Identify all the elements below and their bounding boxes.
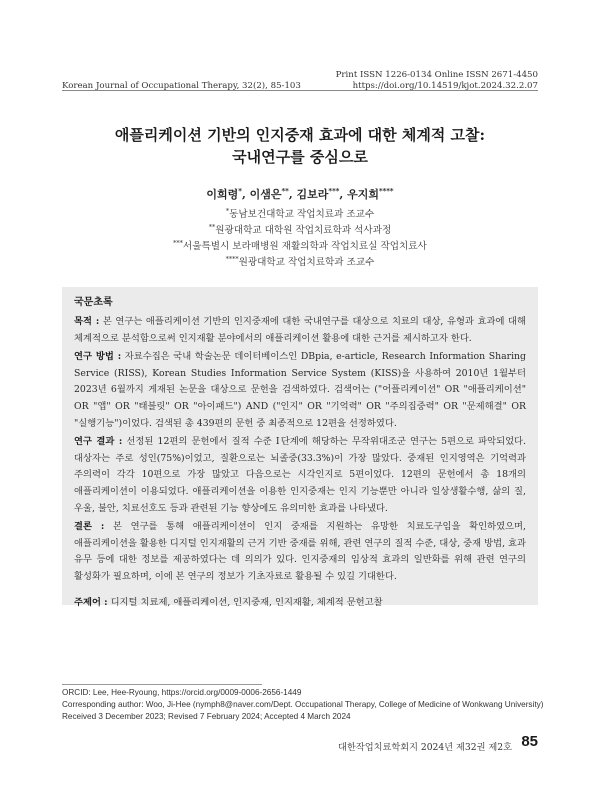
keywords-label: 주제어 :: [74, 596, 108, 608]
affiliation-text: 동남보건대학교 작업치료과 조교수: [229, 209, 375, 220]
paper-title-line1: 애플리케이션 기반의 인지중재 효과에 대한 체계적 고찰:: [114, 126, 486, 144]
affiliation-mark: ***: [173, 238, 183, 247]
affiliation: [40, 206, 560, 220]
author-list: 이희령*, 이샘은**, 김보라***, 우지희****: [206, 186, 394, 201]
section-label: 연구 결과 :: [74, 436, 123, 448]
author-name: 이샘은: [249, 188, 282, 201]
affiliation-mark: *: [225, 206, 230, 215]
section-text: 자료수집은 국내 학술논문 데이터베이스인 DBpia, e-article, Research Information Sharing Service (RISS), Korean Studies Information Service System (KISS)을 사용하여 2010년 1월부터 2023년 6월까지 게재된 논문을 대상으로 문헌을 검색하였다. 검색어는 ("어플리케이션" OR "애플리케이션" OR "앱" OR "태블릿" OR "아이패드") AND ("인지" OR "기억력" OR "주의집중력" OR "문제해결" OR "실행기능")이었다. 검색된 총 439편의 문헌 중 최종적으로 12편을 선정하였다.: [74, 351, 526, 429]
author-name: 이희령: [206, 188, 239, 201]
section-label: 목적 :: [74, 316, 100, 327]
affiliation-text: 서울특별시 보라매병원 재활의학과 작업치료실 작업치료사: [182, 241, 427, 252]
author-mark: ***: [328, 186, 340, 196]
abstract-purpose: [74, 314, 526, 347]
corresponding-author: Corresponding author: Woo, Ji-Hee (nymph8@naver.com/Dept. Occupational Therapy, College of Medicine of Wonkwang University): [62, 700, 544, 709]
orcid-line: ORCID: Lee, Hee-Ryoung, https://orcid.org/0009-0006-2656-1449: [62, 688, 302, 697]
paper-title-line2: 국내연구를 중심으로: [232, 148, 368, 166]
affiliation: [40, 254, 560, 268]
author-mark: *: [238, 186, 242, 196]
abstract-heading: 국문초록: [74, 297, 113, 308]
section-label: 연구 방법 :: [74, 351, 122, 363]
header-rule: [62, 90, 538, 91]
affiliation-mark: ****: [225, 254, 239, 263]
abstract-methods: [74, 349, 526, 432]
section-text: 선정된 12편의 문헌에서 질적 수준 Ⅰ단계에 해당하는 무작위대조군 연구는 5편으로 파악되었다. 대상자는 주로 성인(75%)이었고, 질환으로는 뇌졸중(33.3%)이 가장 많았다. 중재된 인지영역은 기억력과 주의력이 각각 10편으로 가장 많았고 다음으로는 시각인지로 5편이었다. 12편의 문헌에서 총 18개의 애플리케이션이 이용되었다. 애플리케이션을 이용한 인지중재는 인지 기능뿐만 아니라 일상생활수행, 삶의 질, 우울, 불안, 치료선호도 등과 관련된 기능 향상에도 유의미한 효과를 나타냈다.: [74, 436, 526, 514]
abstract-results: [74, 434, 526, 517]
affiliation: [40, 222, 560, 236]
author-name: 김보라: [296, 188, 329, 201]
author-mark: **: [281, 186, 289, 196]
journal-citation: Korean Journal of Occupational Therapy, 32(2), 85-103: [62, 81, 301, 91]
author-mark: ****: [378, 186, 394, 196]
affiliation-text: 원광대학교 대학원 작업치료학과 석사과정: [215, 225, 392, 236]
abstract-box: [62, 287, 538, 608]
section-text: 본 연구를 통해 애플리케이션이 인지 중재를 지원하는 유망한 치료도구임을 확인하였으며, 애플리케이션을 활용한 디지털 인지재활의 근거 기반 중재를 위해, 관련 연구의 질적 수준, 대상, 중재 방법, 효과 유무 등에 대한 정보를 제공하였다는 데 의의가 있다. 인지중재의 임상적 효과의 일반화를 위해 관련 연구의 활성화가 필요하며, 이에 본 연구의 정보가 기초자료로 활용될 수 있길 기대한다.: [74, 521, 526, 582]
doi-link[interactable]: https://doi.org/10.14519/kjot.2024.32.2.07: [352, 81, 538, 91]
keywords-text: 디지털 치료제, 애플리케이션, 인지중재, 인지재활, 체계적 문헌고찰: [107, 596, 383, 608]
page-number: 85: [521, 733, 538, 750]
journal-issue: 대한작업치료학회지 2024년 제32권 제2호: [338, 742, 512, 753]
submission-dates: Received 3 December 2023; Revised 7 February 2024; Accepted 4 March 2024: [62, 712, 351, 721]
section-text: 본 연구는 애플리케이션 기반의 인지중재에 대한 국내연구를 대상으로 치료의 대상, 유형과 효과에 대해 체계적으로 분석함으로써 인지재활 분야에서의 애플리케이션 활용에 대한 근거를 제시하고자 한다.: [74, 316, 526, 344]
issn-line: Print ISSN 1226-0134 Online ISSN 2671-4450: [335, 70, 538, 80]
affiliation: [40, 238, 560, 252]
section-label: 결론 :: [74, 521, 105, 533]
footnote-rule: [62, 684, 262, 685]
abstract-conclusion: [74, 519, 526, 585]
author-name: 우지희: [347, 188, 379, 201]
affiliation-text: 원광대학교 작업치료학과 조교수: [238, 257, 375, 268]
keywords: [74, 594, 526, 608]
affiliation-mark: **: [208, 222, 216, 231]
